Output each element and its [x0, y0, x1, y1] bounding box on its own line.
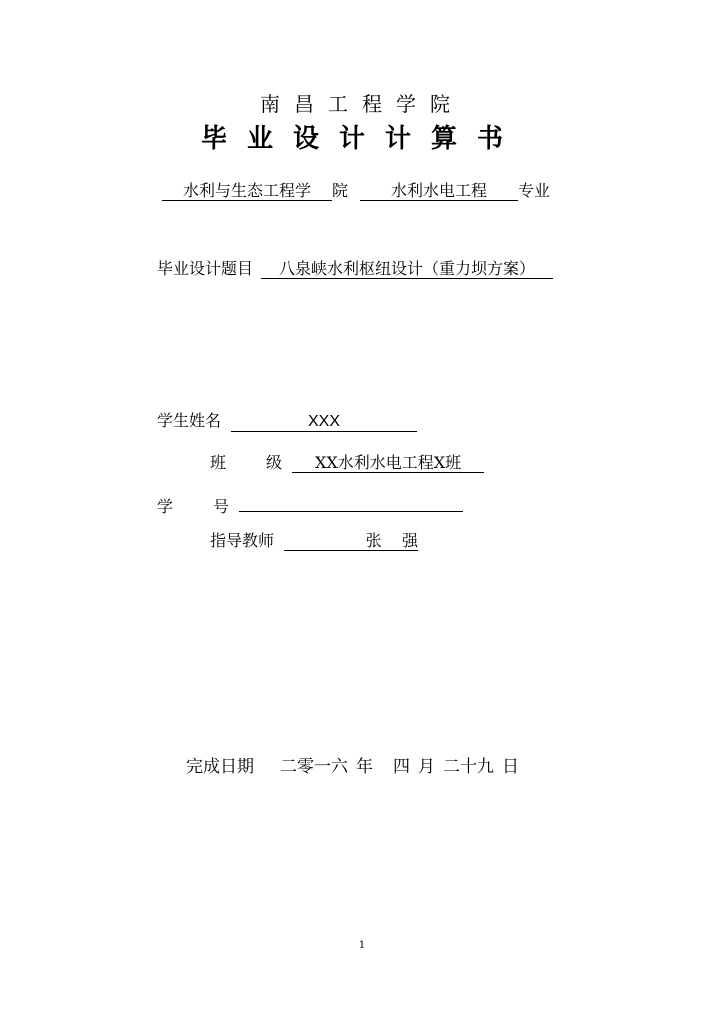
student-name-label: 学生姓名: [157, 411, 222, 430]
topic-label: 毕业设计题目: [157, 259, 254, 278]
completion-day: 二十九: [443, 757, 494, 777]
school-name: 南昌工程学院: [260, 92, 464, 116]
completion-date: [186, 756, 519, 778]
student-name-value: XXX: [231, 411, 417, 432]
id-label-2: 号: [213, 497, 230, 516]
advisor-label: 指导教师: [210, 531, 275, 550]
student-name-line: [157, 410, 417, 432]
completion-month-unit: 月: [418, 757, 435, 777]
class-label-1: 班: [210, 453, 227, 472]
completion-day-unit: 日: [502, 757, 519, 777]
advisor-line: [210, 530, 418, 552]
college-suffix: 院: [332, 181, 349, 200]
advisor-value: 张 强: [284, 530, 418, 551]
page-number: 1: [358, 940, 366, 951]
major-suffix: 专业: [518, 181, 551, 200]
class-value: XX水利水电工程X班: [292, 452, 484, 473]
class-label-2: 级: [266, 453, 283, 472]
completion-month: 四: [393, 757, 410, 777]
student-id-value: [239, 491, 463, 512]
student-id-line: [157, 491, 463, 518]
completion-year: 二零一六: [280, 757, 348, 777]
topic-line: [157, 258, 553, 280]
id-label-1: 学: [157, 497, 174, 516]
topic-value: 八泉峡水利枢纽设计（重力坝方案）: [261, 258, 553, 279]
department-line: [162, 180, 550, 202]
major-value: 水利水电工程: [360, 180, 518, 201]
completion-year-unit: 年: [356, 757, 373, 777]
completion-label: 完成日期: [186, 757, 254, 777]
college-value: 水利与生态工程学: [162, 180, 332, 201]
class-line: [210, 452, 484, 474]
document-title: 毕业设计计算书: [200, 124, 523, 154]
